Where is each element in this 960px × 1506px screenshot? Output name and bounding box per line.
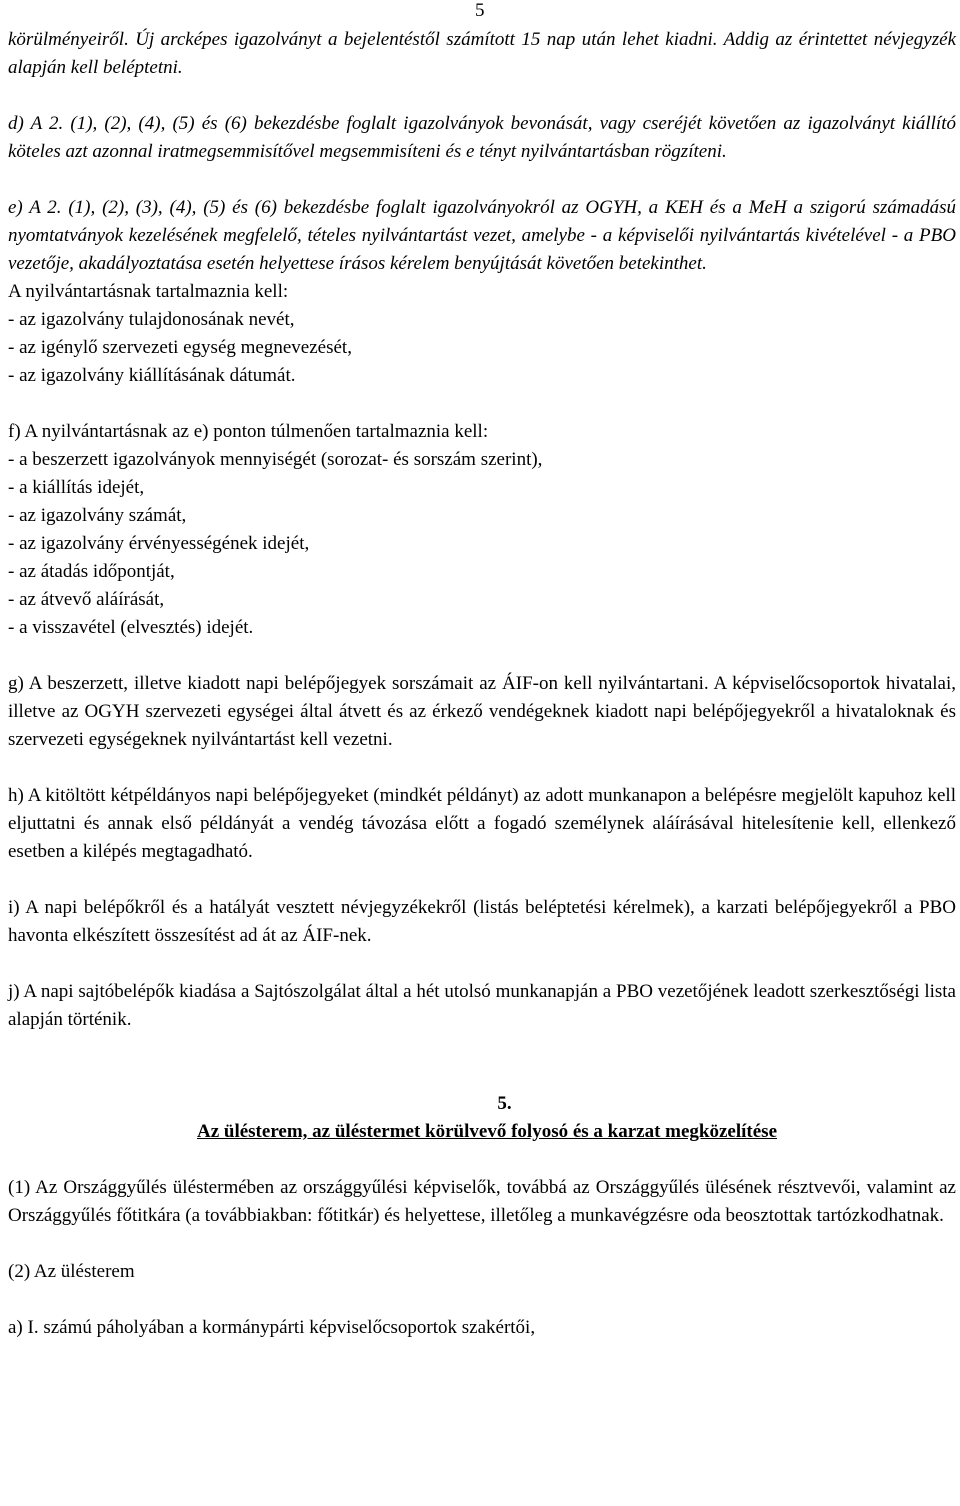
paragraph-h: h) A kitöltött kétpéldányos napi belépőjegyeket (mindkét példányt) az adott munkanapon a belépésre megjelölt kapuhoz kell eljuttatni és annak első példányát a vendég távozása előtt a fogadó személynek aláírásával hitelesítenie kell, ellenkező esetben a kilépés megtagadható. [8, 785, 956, 862]
page-number: 5 [475, 0, 485, 21]
section-title: Az ülésterem, az üléstermet körülvevő folyosó és a karzat megközelítése [196, 1121, 778, 1142]
e-list-intro: A nyilvántartásnak tartalmaznia kell: [8, 281, 289, 302]
e-list-item: - az igénylő szervezeti egység megnevezését, [8, 337, 352, 358]
section-paragraph-a: a) I. számú páholyában a kormánypárti képviselőcsoportok szakértői, [8, 1317, 536, 1338]
section-paragraph-2: (2) Az ülésterem [8, 1261, 135, 1282]
f-list-item: - az átadás időpontját, [8, 561, 175, 582]
paragraph-d: d) A 2. (1), (2), (4), (5) és (6) bekezdésbe foglalt igazolványok bevonását, vagy cseréjét követően az igazolványt kiállító köteles azt azonnal iratmegsemmisítővel megsemmisíteni és e tényt nyilvántartásban rögzíteni. [8, 113, 956, 162]
f-list-item: - a beszerzett igazolványok mennyiségét (sorozat- és sorszám szerint), [8, 449, 543, 470]
section-number: 5. [497, 1093, 512, 1114]
f-list-item: - az átvevő aláírását, [8, 589, 165, 610]
e-list-item: - az igazolvány tulajdonosának nevét, [8, 309, 295, 330]
f-list-item: - az igazolvány számát, [8, 505, 187, 526]
f-list-item: - az igazolvány érvényességének idejét, [8, 533, 310, 554]
paragraph-e: e) A 2. (1), (2), (3), (4), (5) és (6) bekezdésbe foglalt igazolványokról az OGYH, a KEH és a MeH a szigorú számadású nyomtatványok kezelésének megfelelő, tételes nyilvántartást vezet, amelybe - a képviselői nyilvántartás kivételével - a PBO vezetője, akadályoztatása esetén helyettese írásos kérelem benyújtását követően betekinthet. [8, 197, 956, 274]
e-list-item: - az igazolvány kiállításának dátumát. [8, 365, 296, 386]
document-body [8, 26, 956, 1342]
f-list-item: - a kiállítás idejét, [8, 477, 145, 498]
f-list-item: - a visszavétel (elvesztés) idejét. [8, 617, 254, 638]
paragraph-i: i) A napi belépőkről és a hatályát vesztett névjegyzékekről (listás beléptetési kérelmek), a karzati belépőjegyekről a PBO havonta elkészített összesítést ad át az ÁIF-nek. [8, 897, 956, 946]
f-intro: f) A nyilvántartásnak az e) ponton túlmenően tartalmaznia kell: [8, 421, 489, 442]
section-paragraph-1: (1) Az Országgyűlés üléstermében az országgyűlési képviselők, továbbá az Országgyűlés ülésének résztvevői, valamint az Országgyűlés főtitkára (a továbbiakban: főtitkár) és helyettese, illetőleg a munkavégzésre oda beosztottak tartózkodhatnak. [8, 1177, 956, 1226]
paragraph-g: g) A beszerzett, illetve kiadott napi belépőjegyek sorszámait az ÁIF-on kell nyilvántartani. A képviselőcsoportok hivatalai, illetve az OGYH szervezeti egységei által átvett és az érkező vendégeknek kiadott napi belépőjegyekről a hivataloknak és szervezeti egységeknek nyilvántartást kell vezetni. [8, 673, 956, 750]
paragraph-intro: körülményeiről. Új arcképes igazolványt a bejelentéstől számított 15 nap után lehet kiadni. Addig az érintettet névjegyzék alapján kell beléptetni. [8, 29, 956, 78]
paragraph-j: j) A napi sajtóbelépők kiadása a Sajtószolgálat által a hét utolsó munkanapján a PBO vezetőjének leadott szerkesztőségi lista alapján történik. [8, 981, 956, 1030]
